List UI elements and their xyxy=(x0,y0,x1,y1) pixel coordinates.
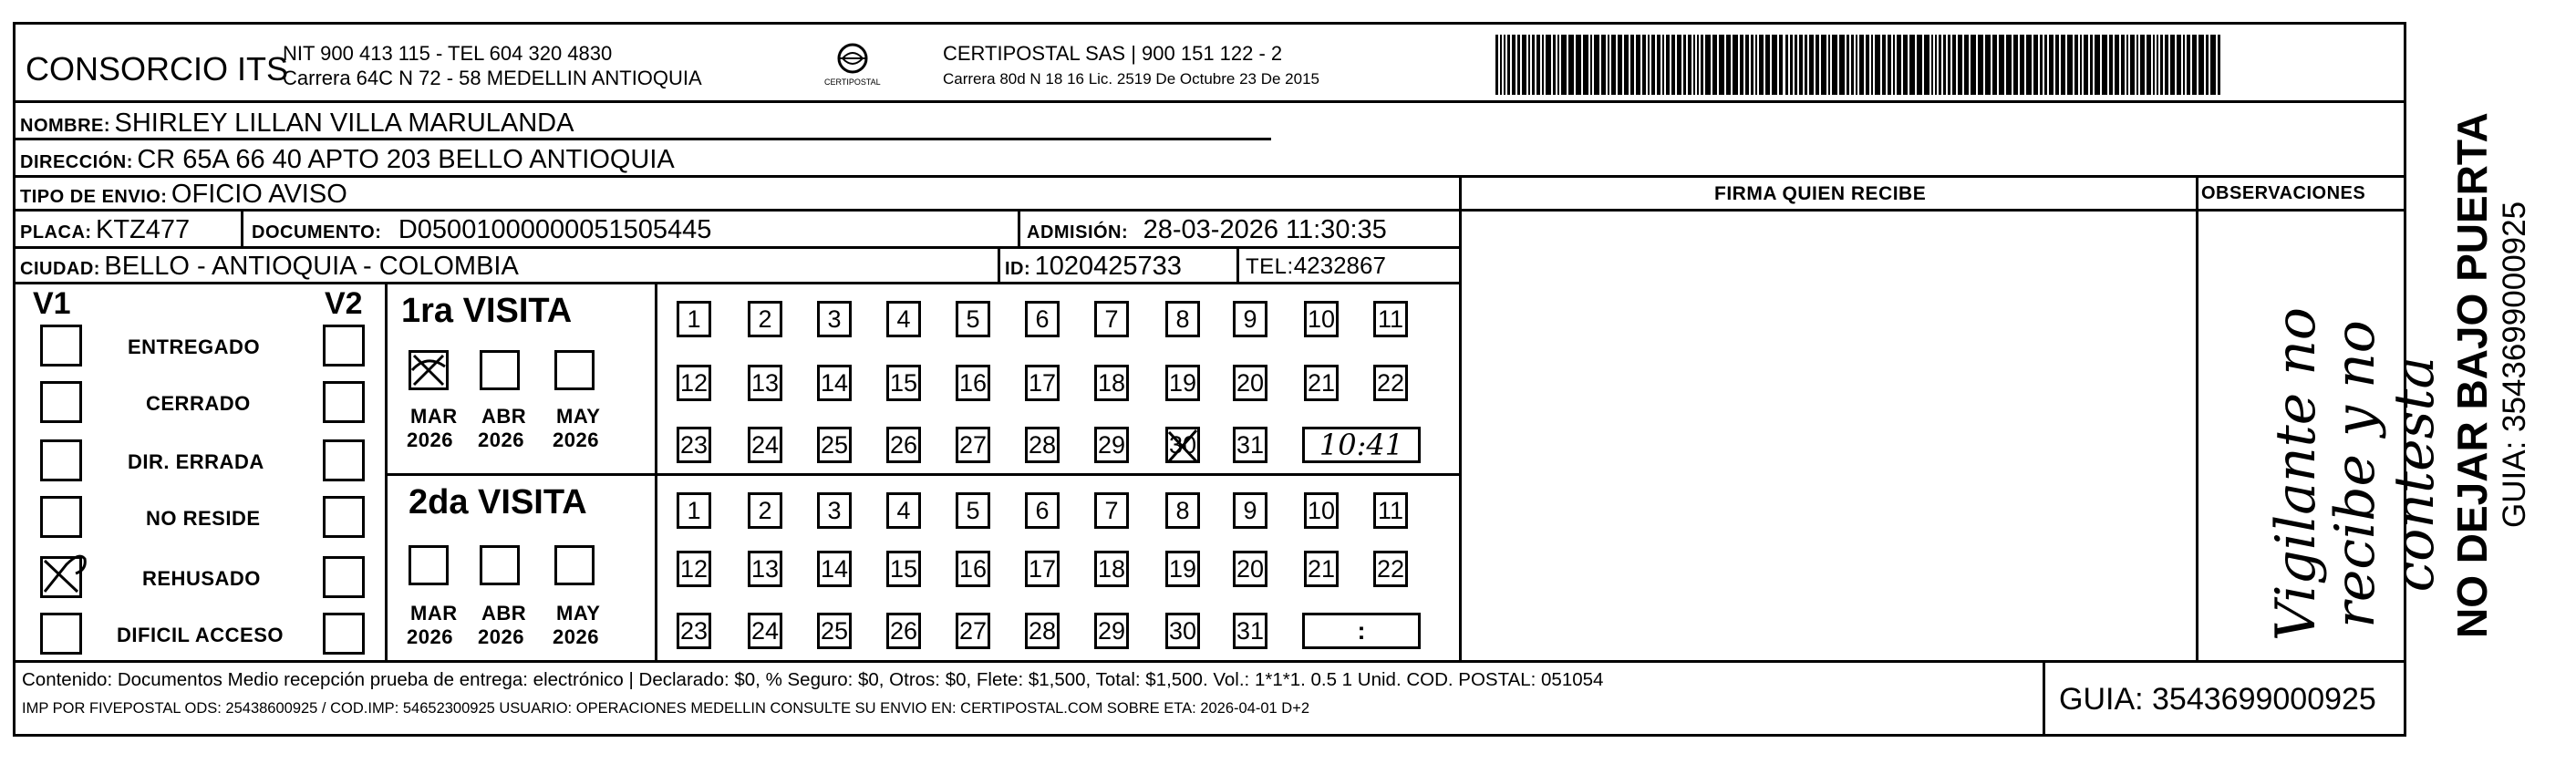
divider xyxy=(385,473,1461,476)
second-visit-day-box[interactable]: 25 xyxy=(817,613,852,649)
first-visit-day-box[interactable]: 1 xyxy=(677,301,711,337)
barcode-bar xyxy=(1693,35,1695,95)
barcode-bar xyxy=(2157,35,2158,95)
first-visit-day-box[interactable]: 22 xyxy=(1373,365,1408,401)
barcode-bar xyxy=(1805,35,1807,95)
barcode-bar xyxy=(1964,35,1969,95)
divider xyxy=(13,100,2406,103)
second-visit-day-box[interactable]: 27 xyxy=(956,613,990,649)
id-label: ID: xyxy=(1005,259,1031,279)
first-visit-day-box[interactable]: 9 xyxy=(1233,301,1267,337)
second-visit-day-box[interactable]: 23 xyxy=(677,613,711,649)
second-visit-title: 2da VISITA xyxy=(409,483,587,521)
month-label: MAR xyxy=(410,602,458,625)
barcode-bar xyxy=(2109,35,2113,95)
barcode-bar xyxy=(1948,35,1950,95)
barcode-bar xyxy=(1882,35,1886,95)
divider xyxy=(2196,175,2198,660)
barcode-bar xyxy=(2026,35,2032,95)
first-visit-day-box[interactable]: 24 xyxy=(748,427,782,463)
barcode-bar xyxy=(1701,35,1703,95)
footer-contenido: Contenido: Documentos Medio recepción prueba de entrega: electrónico | Declarado: $0, % Seguro: $0, Otros: $0, Flete: $1,500, Total: $1,500. Vol.: 1*1*1. 0.5 1 Unid. COD. POSTAL: 051054 xyxy=(22,669,1604,690)
barcode-bar xyxy=(2040,35,2043,95)
company-name: CONSORCIO ITS xyxy=(26,50,289,88)
barcode-bar xyxy=(1795,35,1797,95)
barcode-bar xyxy=(2177,35,2181,95)
barcode-bar xyxy=(1608,35,1609,95)
certipostal-logo xyxy=(821,40,885,91)
barcode-bar xyxy=(2033,35,2038,95)
second-visit-day-box[interactable]: 14 xyxy=(817,551,852,587)
barcode-bar xyxy=(1740,35,1743,95)
observaciones-handwriting xyxy=(2205,274,2447,656)
first-visit-month-checkbox[interactable] xyxy=(480,350,520,390)
second-visit-day-box[interactable]: 30 xyxy=(1165,613,1200,649)
barcode-bar xyxy=(2044,35,2047,95)
barcode-bar xyxy=(1985,35,1991,95)
second-visit-day-box[interactable]: 28 xyxy=(1025,613,1060,649)
direccion-label: DIRECCIÓN: xyxy=(20,152,133,172)
status-label: NO RESIDE xyxy=(146,507,261,530)
barcode-bar xyxy=(1688,35,1691,95)
barcode-bar xyxy=(1594,35,1599,95)
barcode-bar xyxy=(2095,35,2100,95)
barcode-bar xyxy=(1642,35,1646,95)
barcode-bar xyxy=(2080,35,2082,95)
barcode-bar xyxy=(1522,35,1526,95)
first-visit-month-checkbox[interactable] xyxy=(409,350,449,390)
documento-value: D05001000000051505445 xyxy=(398,215,712,244)
barcode-bar xyxy=(1532,35,1535,95)
divider xyxy=(13,282,1461,284)
first-visit-day-box[interactable]: 11 xyxy=(1373,301,1408,337)
barcode-bar xyxy=(1561,35,1567,95)
divider xyxy=(1018,209,1020,246)
divider xyxy=(13,175,2406,178)
side-warning: NO DEJAR BAJO PUERTA xyxy=(2448,112,2496,638)
divider xyxy=(241,209,243,246)
first-visit-month-checkbox[interactable] xyxy=(554,350,595,390)
barcode-bar xyxy=(2153,35,2155,95)
barcode-bar xyxy=(2020,35,2024,95)
barcode-bar xyxy=(1611,35,1616,95)
barcode-bar xyxy=(1971,35,1976,95)
v2-checkbox[interactable] xyxy=(323,439,365,481)
second-visit-day-box[interactable]: 12 xyxy=(677,551,711,587)
first-visit-day-box[interactable]: 26 xyxy=(886,427,921,463)
placa-label: PLACA: xyxy=(20,222,92,243)
barcode-bar xyxy=(1697,35,1699,95)
barcode-bar xyxy=(1557,35,1559,95)
barcode-bar xyxy=(1790,35,1793,95)
divider xyxy=(1459,175,1462,660)
second-visit-day-box[interactable]: 13 xyxy=(748,551,782,587)
footer-guia: GUIA: 3543699000925 xyxy=(2059,682,2376,717)
nit-line: NIT 900 413 115 - TEL 604 320 4830 xyxy=(283,42,613,65)
first-visit-day-box[interactable]: 17 xyxy=(1025,365,1060,401)
second-visit-day-box[interactable]: 20 xyxy=(1233,551,1267,587)
first-visit-day-box[interactable]: 3 xyxy=(817,301,852,337)
barcode-bar xyxy=(1662,35,1664,95)
second-visit-day-box[interactable]: 24 xyxy=(748,613,782,649)
second-visit-day-box[interactable]: 8 xyxy=(1165,492,1200,529)
first-visit-day-box[interactable]: 18 xyxy=(1094,365,1129,401)
barcode-bar xyxy=(1772,35,1777,95)
second-visit-day-box[interactable]: 21 xyxy=(1304,551,1339,587)
barcode-bar xyxy=(1528,35,1530,95)
barcode-bar xyxy=(1504,35,1505,95)
v1-checkbox[interactable] xyxy=(40,496,82,538)
first-visit-day-box[interactable]: 31 xyxy=(1233,427,1267,463)
barcode-bar xyxy=(1939,35,1941,95)
barcode-bar xyxy=(1978,35,1983,95)
barcode-bar xyxy=(1500,35,1502,95)
first-visit-day-box[interactable]: 15 xyxy=(886,365,921,401)
day-check-mark xyxy=(1165,427,1202,470)
barcode-bar xyxy=(1821,35,1826,95)
second-visit-month-checkbox[interactable] xyxy=(554,545,595,585)
first-visit-day-box[interactable]: 30 xyxy=(1165,427,1200,463)
year-label: 2026 xyxy=(407,625,453,648)
v2-checkbox[interactable] xyxy=(323,556,365,598)
barcode-bar xyxy=(1897,35,1901,95)
barcode-bar xyxy=(1601,35,1606,95)
year-label: 2026 xyxy=(553,428,599,451)
barcode-bar xyxy=(1745,35,1749,95)
second-visit-day-box[interactable]: 16 xyxy=(956,551,990,587)
status-label: REHUSADO xyxy=(142,567,261,590)
second-visit-month-checkbox[interactable] xyxy=(480,545,520,585)
barcode-bar xyxy=(1809,35,1814,95)
second-visit-day-box[interactable]: 4 xyxy=(886,492,921,529)
barcode-bar xyxy=(1705,35,1711,95)
month-label: ABR xyxy=(481,405,527,428)
first-visit-day-box[interactable]: 6 xyxy=(1025,301,1060,337)
firma-header: FIRMA QUIEN RECIBE xyxy=(1714,183,1927,204)
barcode-bar xyxy=(2170,35,2175,95)
second-visit-day-box[interactable]: 3 xyxy=(817,492,852,529)
year-label: 2026 xyxy=(407,428,453,451)
ciudad-label: CIUDAD: xyxy=(20,259,100,279)
barcode-bar xyxy=(1816,35,1819,95)
first-visit-day-box[interactable]: 12 xyxy=(677,365,711,401)
barcode-bar xyxy=(2121,35,2125,95)
second-visit-day-box[interactable]: 15 xyxy=(886,551,921,587)
second-visit-day-box[interactable]: 6 xyxy=(1025,492,1060,529)
second-visit-day-box[interactable]: 18 xyxy=(1094,551,1129,587)
barcode-bar xyxy=(1630,35,1634,95)
first-visit-day-box[interactable]: 16 xyxy=(956,365,990,401)
first-visit-day-box[interactable]: 7 xyxy=(1094,301,1129,337)
status-label: DIFICIL ACCESO xyxy=(117,624,284,646)
nombre-value: SHIRLEY LILLAN VILLA MARULANDA xyxy=(114,108,574,138)
barcode-bar xyxy=(2067,35,2073,95)
barcode-bar xyxy=(2130,35,2135,95)
barcode-bar xyxy=(1576,35,1581,95)
barcode-bar xyxy=(1677,35,1681,95)
barcode-bar xyxy=(2049,35,2054,95)
first-visit-day-box[interactable]: 2 xyxy=(748,301,782,337)
barcode-bar xyxy=(2206,35,2209,95)
first-visit-day-box[interactable]: 20 xyxy=(1233,365,1267,401)
first-visit-day-box[interactable]: 28 xyxy=(1025,427,1060,463)
barcode-bar xyxy=(1666,35,1670,95)
barcode-bar xyxy=(1903,35,1908,95)
barcode-bar xyxy=(1568,35,1574,95)
barcode-bar xyxy=(2198,35,2204,95)
barcode-bar xyxy=(1657,35,1660,95)
first-visit-day-box[interactable]: 25 xyxy=(817,427,852,463)
barcode-bar xyxy=(1871,35,1873,95)
barcode-bar xyxy=(1785,35,1788,95)
first-visit-title: 1ra VISITA xyxy=(401,292,573,330)
status-label: DIR. ERRADA xyxy=(128,450,264,473)
barcode-bar xyxy=(1917,35,1922,95)
v2-checkbox[interactable] xyxy=(323,496,365,538)
barcode-bar xyxy=(1999,35,2004,95)
barcode-bar xyxy=(2115,35,2119,95)
barcode-bar xyxy=(1799,35,1803,95)
ciudad-value: BELLO - ANTIOQUIA - COLOMBIA xyxy=(104,252,519,281)
v1-checkbox[interactable] xyxy=(40,613,82,655)
barcode-bar xyxy=(2147,35,2151,95)
barcode-bar xyxy=(1495,35,1498,95)
tipo-envio-value: OFICIO AVISO xyxy=(171,180,347,209)
v1-label: V1 xyxy=(33,286,71,321)
year-label: 2026 xyxy=(553,625,599,648)
status-label: CERRADO xyxy=(146,392,251,415)
barcode-bar xyxy=(1536,35,1540,95)
barcode-bar xyxy=(1636,35,1640,95)
first-visit-day-box[interactable]: 4 xyxy=(886,301,921,337)
barcode-bar xyxy=(1651,35,1655,95)
barcode-bar xyxy=(1992,35,1997,95)
second-visit-month-checkbox[interactable] xyxy=(409,545,449,585)
barcode-bar xyxy=(1924,35,1929,95)
barcode xyxy=(1495,35,2225,95)
first-visit-day-box[interactable]: 21 xyxy=(1304,365,1339,401)
barcode-bar xyxy=(2136,35,2138,95)
barcode-bar xyxy=(1683,35,1686,95)
barcode-bar xyxy=(2084,35,2088,95)
first-visit-day-box[interactable]: 10 xyxy=(1304,301,1339,337)
company-address: Carrera 64C N 72 - 58 MEDELLIN ANTIOQUIA xyxy=(283,67,702,89)
month-label: MAY xyxy=(556,405,601,428)
barcode-bar xyxy=(1546,35,1551,95)
first-visit-time-box[interactable]: 10:41 xyxy=(1302,427,1421,463)
barcode-bar xyxy=(1719,35,1724,95)
month-label: ABR xyxy=(481,602,527,625)
barcode-bar xyxy=(2210,35,2216,95)
second-visit-day-box[interactable]: 1 xyxy=(677,492,711,529)
id-value: 1020425733 xyxy=(1034,252,1182,281)
barcode-bar xyxy=(1624,35,1629,95)
observaciones-header: OBSERVACIONES xyxy=(2201,183,2366,203)
side-guia: GUIA: 3543699000925 xyxy=(2497,201,2532,529)
first-visit-day-box[interactable]: 8 xyxy=(1165,301,1200,337)
year-label: 2026 xyxy=(478,428,524,451)
second-visit-day-box[interactable]: 7 xyxy=(1094,492,1129,529)
tel-label: TEL: xyxy=(1246,254,1294,279)
barcode-bar xyxy=(2160,35,2163,95)
certipostal-line: CERTIPOSTAL SAS | 900 151 122 - 2 xyxy=(943,42,1283,65)
barcode-bar xyxy=(1618,35,1622,95)
month-label: MAR xyxy=(410,405,458,428)
barcode-bar xyxy=(1839,35,1845,95)
barcode-bar xyxy=(1765,35,1770,95)
barcode-bar xyxy=(1726,35,1731,95)
footer-imp: IMP POR FIVEPOSTAL ODS: 25438600925 / COD.IMP: 54652300925 USUARIO: OPERACIONES MEDELLIN CONSULTE SU ENVIO EN: CERTIPOSTAL.COM SOBRE ETA: 2026-04-01 D+2 xyxy=(22,700,1310,717)
barcode-bar xyxy=(2126,35,2128,95)
v2-checkbox[interactable] xyxy=(323,381,365,423)
v2-checkbox[interactable] xyxy=(323,325,365,367)
direccion-value: CR 65A 66 40 APTO 203 BELLO ANTIOQUIA xyxy=(137,145,675,174)
barcode-bar xyxy=(2090,35,2093,95)
barcode-bar xyxy=(1590,35,1592,95)
v1-checkbox[interactable] xyxy=(40,439,82,481)
v2-label: V2 xyxy=(325,286,363,321)
barcode-bar xyxy=(2192,35,2197,95)
second-visit-day-box[interactable]: 26 xyxy=(886,613,921,649)
divider xyxy=(13,246,1461,249)
v1-checkbox[interactable] xyxy=(40,556,82,598)
barcode-bar xyxy=(1893,35,1895,95)
barcode-bar xyxy=(1517,35,1520,95)
divider xyxy=(998,246,1000,282)
barcode-bar xyxy=(1553,35,1556,95)
barcode-bar xyxy=(1507,35,1510,95)
second-visit-day-box[interactable]: 29 xyxy=(1094,613,1129,649)
barcode-bar xyxy=(2187,35,2190,95)
obs-line-2: recibe y no xyxy=(2323,320,2387,628)
divider xyxy=(655,282,657,660)
divider xyxy=(2043,660,2045,737)
barcode-bar xyxy=(1931,35,1933,95)
second-visit-day-box[interactable]: 17 xyxy=(1025,551,1060,587)
barcode-bar xyxy=(1847,35,1849,95)
month-label: MAY xyxy=(556,602,601,625)
barcode-bar xyxy=(1943,35,1946,95)
barcode-bar xyxy=(1952,35,1956,95)
second-visit-day-box[interactable]: 31 xyxy=(1233,613,1267,649)
barcode-bar xyxy=(1542,35,1544,95)
barcode-bar xyxy=(1755,35,1757,95)
obs-line-3: contesta xyxy=(2383,356,2447,593)
obs-line-1: Vigilante no xyxy=(2264,306,2328,642)
barcode-bar xyxy=(1671,35,1675,95)
first-visit-day-box[interactable]: 13 xyxy=(748,365,782,401)
second-visit-day-box[interactable]: 11 xyxy=(1373,492,1408,529)
second-visit-day-box[interactable]: 10 xyxy=(1304,492,1339,529)
barcode-bar xyxy=(1935,35,1937,95)
barcode-bar xyxy=(2102,35,2107,95)
second-visit-day-box[interactable]: 19 xyxy=(1165,551,1200,587)
barcode-bar xyxy=(1648,35,1650,95)
first-visit-day-box[interactable]: 19 xyxy=(1165,365,1200,401)
barcode-bar xyxy=(2074,35,2078,95)
year-label: 2026 xyxy=(478,625,524,648)
second-visit-time-box[interactable]: : xyxy=(1302,613,1421,649)
tel-value: 4232867 xyxy=(1293,252,1386,279)
barcode-bar xyxy=(2006,35,2012,95)
divider xyxy=(1236,246,1239,282)
barcode-bar xyxy=(2140,35,2145,95)
barcode-bar xyxy=(1733,35,1738,95)
barcode-bar xyxy=(1712,35,1717,95)
barcode-bar xyxy=(2013,35,2018,95)
license-line: Carrera 80d N 18 16 Lic. 2519 De Octubre 23 De 2015 xyxy=(943,70,1319,88)
divider xyxy=(385,282,388,660)
barcode-bar xyxy=(2061,35,2065,95)
v1-checkbox[interactable] xyxy=(40,381,82,423)
barcode-bar xyxy=(1759,35,1764,95)
barcode-bar xyxy=(2165,35,2168,95)
divider xyxy=(13,660,2406,663)
first-visit-day-box[interactable]: 29 xyxy=(1094,427,1129,463)
first-visit-day-box[interactable]: 14 xyxy=(817,365,852,401)
v2-checkbox[interactable] xyxy=(323,613,365,655)
second-visit-day-box[interactable]: 5 xyxy=(956,492,990,529)
barcode-bar xyxy=(2218,35,2220,95)
logo-text: CERTIPOSTAL xyxy=(824,77,881,87)
nombre-label: NOMBRE: xyxy=(20,116,111,136)
second-visit-day-box[interactable]: 2 xyxy=(748,492,782,529)
barcode-bar xyxy=(1851,35,1854,95)
barcode-bar xyxy=(1909,35,1915,95)
placa-value: KTZ477 xyxy=(96,215,191,244)
barcode-bar xyxy=(1828,35,1830,95)
barcode-bar xyxy=(1859,35,1864,95)
second-visit-day-box[interactable]: 22 xyxy=(1373,551,1408,587)
documento-label: DOCUMENTO: xyxy=(252,222,382,243)
barcode-bar xyxy=(1856,35,1857,95)
barcode-bar xyxy=(1512,35,1516,95)
divider xyxy=(13,209,2406,212)
divider xyxy=(13,138,1271,140)
barcode-bar xyxy=(1832,35,1837,95)
barcode-bar xyxy=(1583,35,1588,95)
v1-checkbox[interactable] xyxy=(40,325,82,367)
second-visit-day-box[interactable]: 9 xyxy=(1233,492,1267,529)
admision-value: 28-03-2026 11:30:35 xyxy=(1143,215,1387,244)
barcode-bar xyxy=(2183,35,2185,95)
first-visit-day-box[interactable]: 5 xyxy=(956,301,990,337)
barcode-bar xyxy=(1875,35,1880,95)
barcode-bar xyxy=(1751,35,1754,95)
status-label: ENTREGADO xyxy=(128,336,261,358)
barcode-bar xyxy=(2055,35,2059,95)
barcode-bar xyxy=(1888,35,1891,95)
barcode-bar xyxy=(1866,35,1869,95)
tipo-envio-label: TIPO DE ENVIO: xyxy=(20,187,168,207)
barcode-bar xyxy=(1958,35,1962,95)
admision-label: ADMISIÓN: xyxy=(1027,222,1129,243)
barcode-bar xyxy=(1779,35,1783,95)
first-visit-day-box[interactable]: 27 xyxy=(956,427,990,463)
first-visit-day-box[interactable]: 23 xyxy=(677,427,711,463)
